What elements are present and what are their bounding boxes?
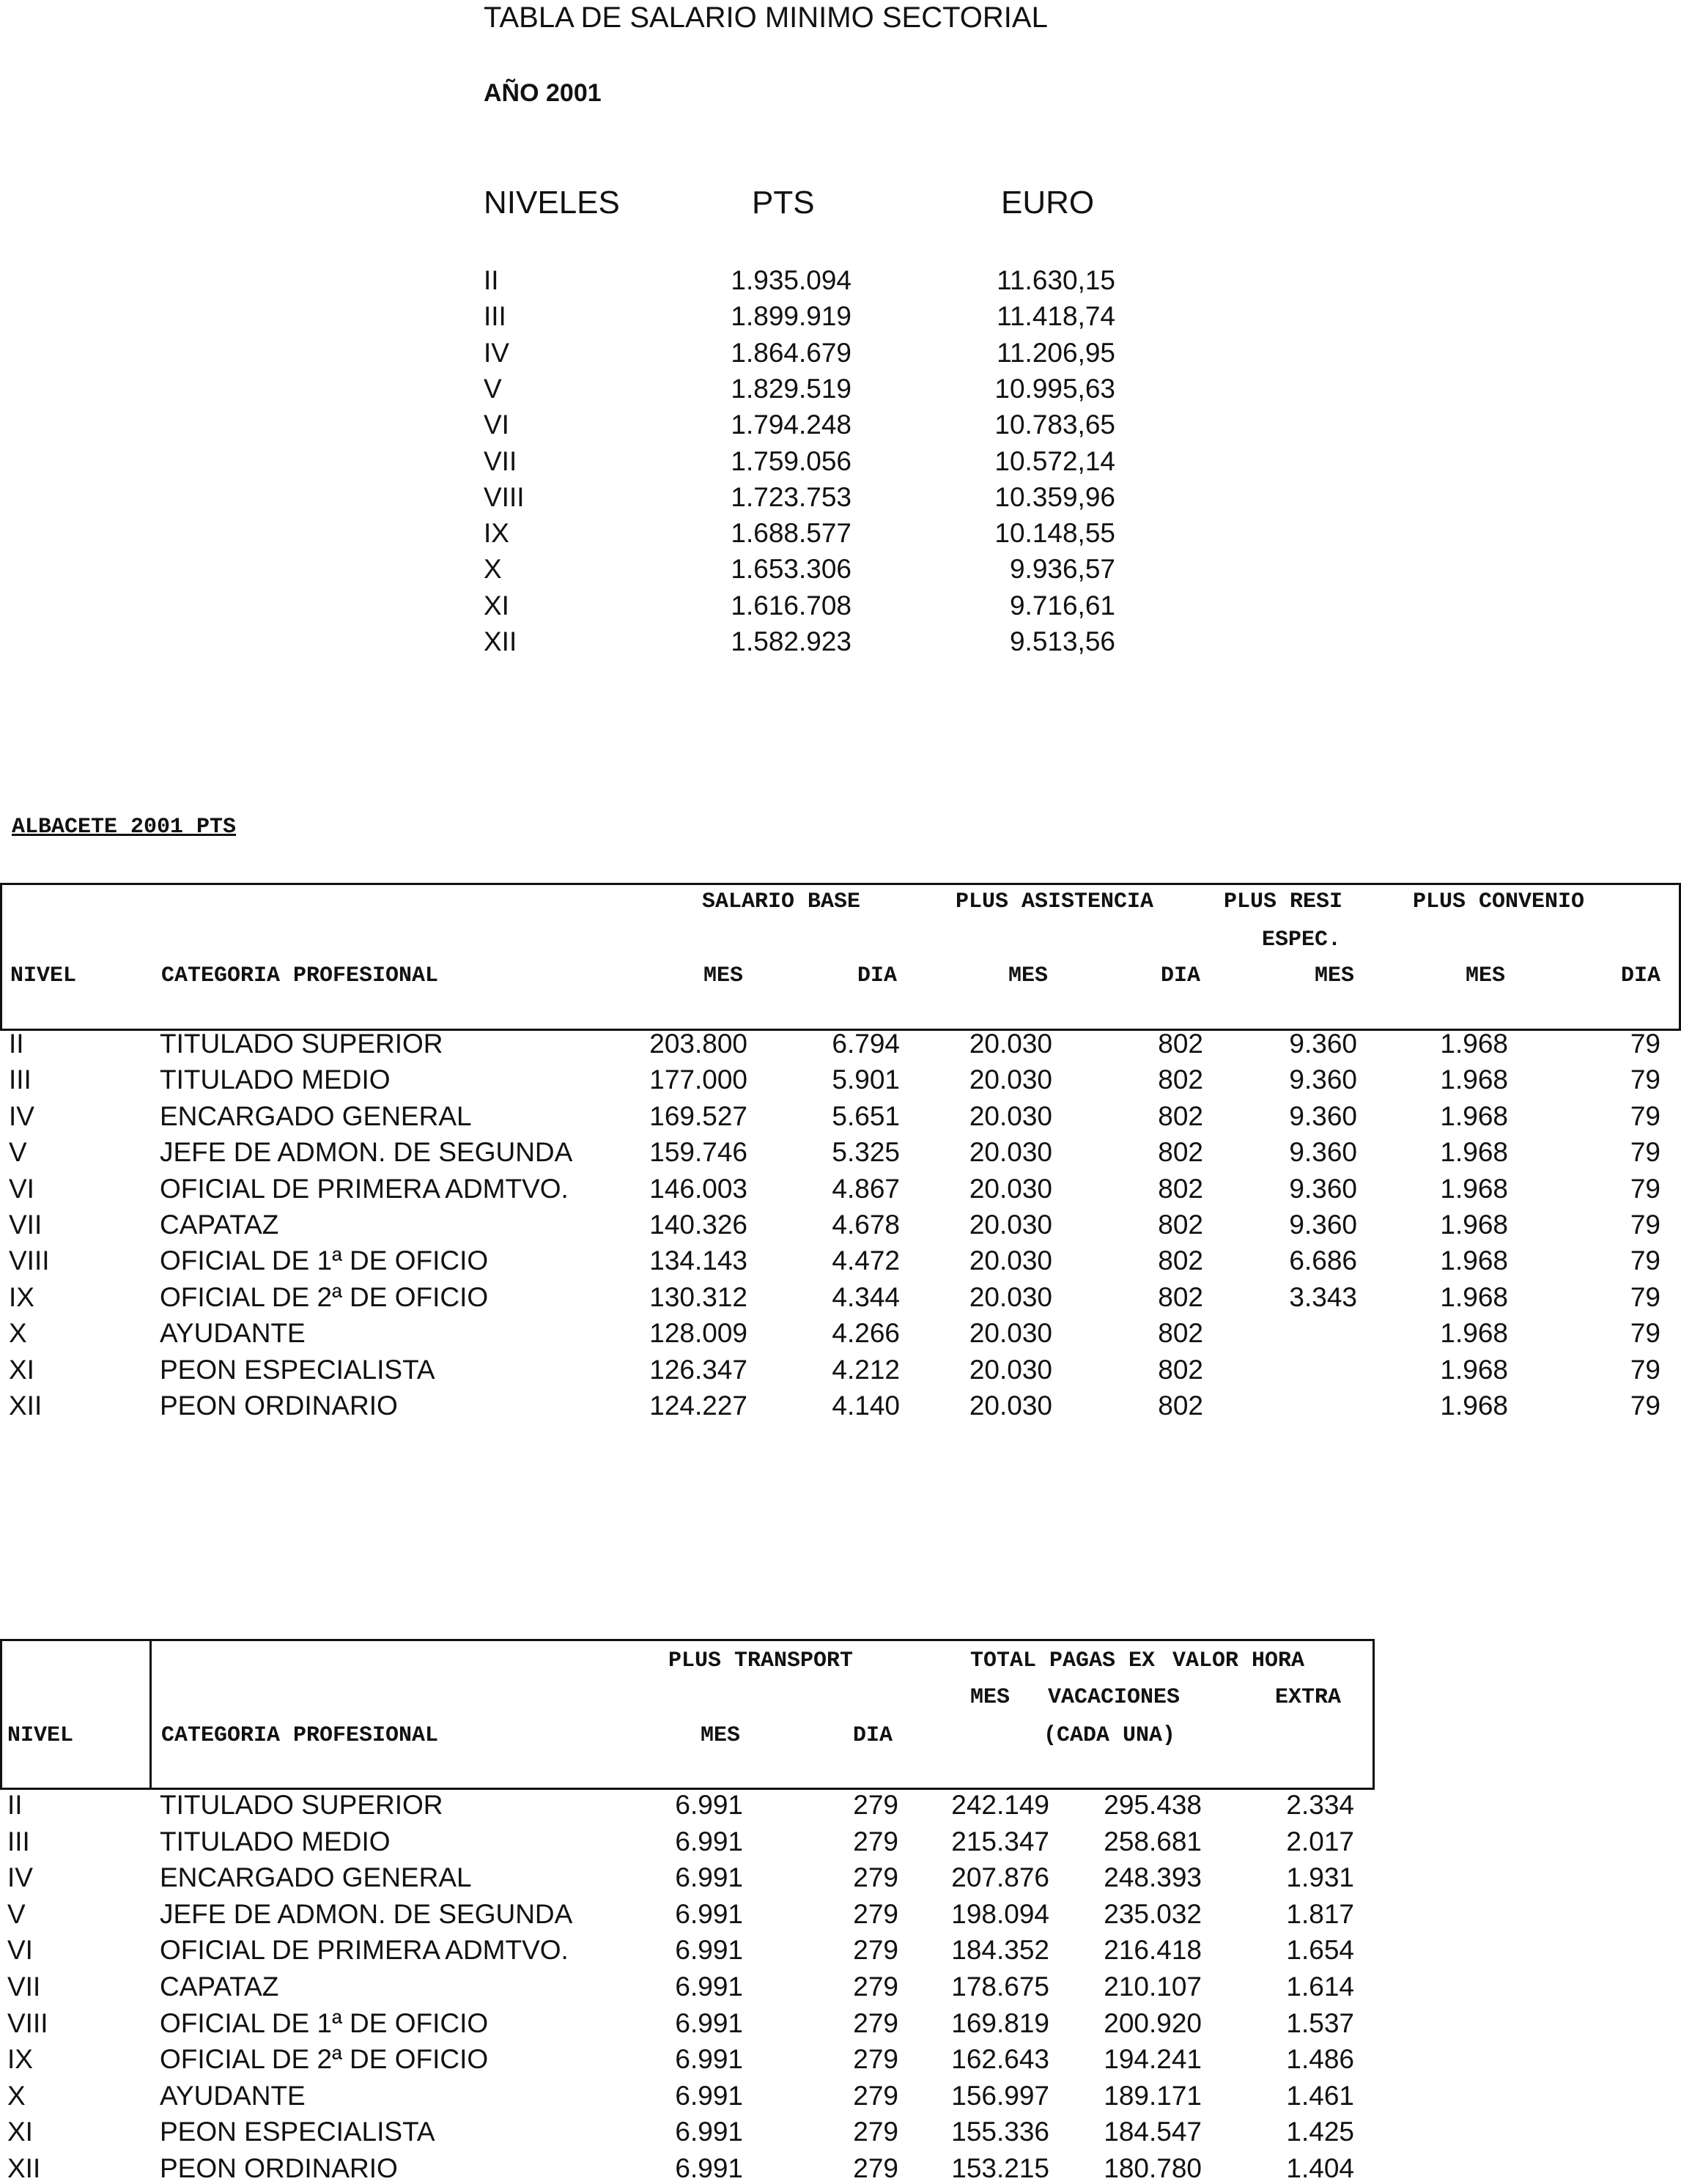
pts-cell: 1.723.753 [731,482,851,512]
table2-cell: 279 [853,2081,898,2111]
table1-cell: OFICIAL DE 2ª DE OFICIO [160,1282,489,1312]
table2-cell: 6.991 [675,2081,743,2111]
table2-cell: V [7,1899,26,1929]
table2-cell: 6.991 [675,1790,743,1820]
table2-cell: 2.017 [1286,1826,1354,1857]
table2-cell: 210.107 [1104,1972,1202,2002]
table1-cell: 140.326 [649,1210,747,1240]
euro-cell: 10.148,55 [994,518,1115,548]
table1-cell: JEFE DE ADMON. DE SEGUNDA [160,1137,573,1167]
table2-cell: 1.817 [1286,1899,1354,1929]
level-cell: XI [484,591,509,621]
table2-cell: 156.997 [951,2081,1049,2111]
table1-cell: 1.968 [1440,1355,1508,1385]
t1-group-plus-convenio: PLUS CONVENIO [1413,889,1585,914]
table2-cell: 279 [853,1899,898,1929]
table2-cell: AYUDANTE [160,2081,306,2111]
table1-cell: 802 [1158,1029,1203,1059]
t2-group-total: TOTAL [970,1648,1037,1673]
table2-cell: 216.418 [1104,1935,1202,1965]
table1-cell: 9.360 [1289,1210,1357,1240]
table1-cell: VII [9,1210,43,1240]
table1-cell: 79 [1630,1318,1660,1348]
table1-cell: 126.347 [649,1355,747,1385]
table1-cell: 1.968 [1440,1282,1508,1312]
euro-cell: 11.418,74 [997,301,1115,331]
table2-cell: 1.931 [1286,1862,1354,1892]
table2-cell: XII [7,2153,41,2183]
table1-cell: 124.227 [649,1391,747,1421]
level-cell: VI [484,410,509,440]
t1-group-salario-base: SALARIO BASE [702,889,861,914]
table1-cell: 1.968 [1440,1391,1508,1421]
table2-cell: 6.991 [675,2117,743,2147]
table1-cell: IV [9,1101,34,1131]
t2-group-pagas-ex: PAGAS EX [1049,1648,1156,1673]
table1-cell: 20.030 [969,1355,1052,1385]
table2-cell: 295.438 [1104,1790,1202,1820]
table1-cell: 130.312 [649,1282,747,1312]
table1-cell: 20.030 [969,1245,1052,1276]
table1-cell: PEON ESPECIALISTA [160,1355,435,1385]
table1-cell: 802 [1158,1245,1203,1276]
table2-cell: PEON ESPECIALISTA [160,2117,435,2147]
table2-cell: VIII [7,2008,48,2038]
table2-cell: 169.819 [951,2008,1049,2038]
table1-cell: 802 [1158,1355,1203,1385]
table1-cell: TITULADO MEDIO [160,1065,391,1095]
table1-cell: AYUDANTE [160,1318,306,1348]
table1-cell: VIII [9,1245,50,1276]
t2-col-cada-una: (CADA UNA) [1043,1723,1176,1748]
table1-cell: 79 [1630,1137,1660,1167]
table2-cell: OFICIAL DE PRIMERA ADMTVO. [160,1935,569,1965]
table1-cell: 79 [1630,1210,1660,1240]
level-cell: III [484,301,506,331]
pts-cell: 1.864.679 [731,338,851,368]
pts-cell: 1.794.248 [731,410,851,440]
table2-cell: 6.991 [675,1972,743,2002]
euro-cell: 9.513,56 [1009,626,1115,656]
table1-cell: TITULADO SUPERIOR [160,1029,443,1059]
t2-col-categoria: CATEGORIA PROFESIONAL [161,1723,439,1748]
table2-cell: IV [7,1862,33,1892]
table2-cell: 1.486 [1286,2044,1354,2074]
table1-cell: XI [9,1355,34,1385]
table1-cell: 4.867 [832,1174,900,1204]
table2-cell: 6.991 [675,2153,743,2183]
euro-cell: 10.572,14 [994,446,1115,476]
pts-cell: 1.582.923 [731,626,851,656]
t1-group-plus-resi: PLUS RESI [1224,889,1343,914]
level-cell: II [484,265,499,295]
table2-cell: TITULADO MEDIO [160,1826,391,1857]
t1-col-asist-mes: MES [1008,963,1049,988]
table1-cell: 1.968 [1440,1101,1508,1131]
table1-cell: 177.000 [649,1065,747,1095]
t1-group-espec: ESPEC. [1262,928,1342,952]
table1-cell: 4.472 [832,1245,900,1276]
table2-cell: 6.991 [675,1862,743,1892]
table2-cell: 200.920 [1104,2008,1202,2038]
table2-cell: 1.404 [1286,2153,1354,2183]
table1-cell: 79 [1630,1174,1660,1204]
t2-col-transp-mes: MES [701,1723,741,1748]
table2-cell: 279 [853,1790,898,1820]
table1-cell: IX [9,1282,34,1312]
euro-cell: 10.359,96 [994,482,1115,512]
table1-cell: 1.968 [1440,1210,1508,1240]
t1-col-conv-dia: DIA [1621,963,1661,988]
table2-cell: 189.171 [1104,2081,1202,2111]
table1-cell: III [9,1065,32,1095]
table1-cell: 1.968 [1440,1029,1508,1059]
table1-cell: 20.030 [969,1174,1052,1204]
table1-cell: ENCARGADO GENERAL [160,1101,472,1131]
table1-cell: 5.651 [832,1101,900,1131]
pts-cell: 1.688.577 [731,518,851,548]
level-cell: X [484,554,502,584]
table1-cell: 6.686 [1289,1245,1357,1276]
table1-cell: 1.968 [1440,1245,1508,1276]
euro-cell: 9.936,57 [1009,554,1115,584]
table1-cell: 134.143 [649,1245,747,1276]
t2-sub-extra: EXTRA [1275,1685,1342,1710]
table2-cell: III [7,1826,30,1857]
table2-cell: CAPATAZ [160,1972,279,2002]
level-cell: IV [484,338,509,368]
table2-cell: 6.991 [675,2008,743,2038]
t1-col-asist-dia: DIA [1161,963,1201,988]
table1-cell: 20.030 [969,1101,1052,1131]
table2-cell: 6.991 [675,1899,743,1929]
table2-cell: 194.241 [1104,2044,1202,2074]
table1-cell: 6.794 [832,1029,900,1059]
table1-cell: 79 [1630,1029,1660,1059]
table1-cell: V [9,1137,27,1167]
t1-col-salario-mes: MES [703,963,744,988]
table1-cell: 146.003 [649,1174,747,1204]
table2-cell: 279 [853,2153,898,2183]
pts-cell: 1.899.919 [731,301,851,331]
table2-cell: 178.675 [951,1972,1049,2002]
table1-cell: 1.968 [1440,1065,1508,1095]
t1-col-salario-dia: DIA [857,963,898,988]
table1-cell: 128.009 [649,1318,747,1348]
table2-cell: 6.991 [675,1826,743,1857]
table1-cell: 79 [1630,1282,1660,1312]
table1-cell: 1.968 [1440,1137,1508,1167]
table2-cell: VII [7,1972,41,2002]
table1-cell: 9.360 [1289,1101,1357,1131]
table2-cell: 162.643 [951,2044,1049,2074]
table1-cell: OFICIAL DE PRIMERA ADMTVO. [160,1174,569,1204]
table2-cell: 184.547 [1104,2117,1202,2147]
table2-cell: OFICIAL DE 1ª DE OFICIO [160,2008,489,2038]
table1-cell: 802 [1158,1137,1203,1167]
table1-cell: 1.968 [1440,1174,1508,1204]
table1-cell: 79 [1630,1355,1660,1385]
table2-cell: PEON ORDINARIO [160,2153,398,2183]
table1-cell: PEON ORDINARIO [160,1391,398,1421]
pts-cell: 1.653.306 [731,554,851,584]
table1-cell: 1.968 [1440,1318,1508,1348]
table1-cell: 4.212 [832,1355,900,1385]
table1-cell: 20.030 [969,1318,1052,1348]
table2-header-divider [149,1639,152,1790]
table1-cell: 802 [1158,1391,1203,1421]
table1-cell: 4.266 [832,1318,900,1348]
table2-cell: 6.991 [675,2044,743,2074]
table1-cell: 79 [1630,1391,1660,1421]
table2-cell: 153.215 [951,2153,1049,2183]
table2-cell: 279 [853,1826,898,1857]
table1-cell: 802 [1158,1174,1203,1204]
euro-cell: 9.716,61 [1009,591,1115,621]
table2-cell: 235.032 [1104,1899,1202,1929]
table2-cell: 279 [853,2117,898,2147]
table2-cell: JEFE DE ADMON. DE SEGUNDA [160,1899,573,1929]
table1-cell: 802 [1158,1210,1203,1240]
table2-cell: XI [7,2117,33,2147]
table2-cell: 184.352 [951,1935,1049,1965]
level-cell: V [484,374,502,404]
euro-cell: 11.206,95 [997,338,1115,368]
table1-cell: 802 [1158,1282,1203,1312]
table2-cell: 1.425 [1286,2117,1354,2147]
table1-cell: OFICIAL DE 1ª DE OFICIO [160,1245,489,1276]
table2-cell: TITULADO SUPERIOR [160,1790,443,1820]
table2-cell: 2.334 [1286,1790,1354,1820]
table1-cell: 79 [1630,1065,1660,1095]
levels-header-niveles: NIVELES [484,185,620,221]
page-title: TABLA DE SALARIO MINIMO SECTORIAL [484,1,1048,34]
table2-cell: VI [7,1935,33,1965]
level-cell: VIII [484,482,525,512]
table2-cell: 1.461 [1286,2081,1354,2111]
table1-cell: 802 [1158,1318,1203,1348]
levels-header-pts: PTS [752,185,815,221]
table1-cell: II [9,1029,24,1059]
table1-cell: X [9,1318,27,1348]
table1-cell: 5.325 [832,1137,900,1167]
table2-cell: ENCARGADO GENERAL [160,1862,472,1892]
level-cell: XII [484,626,517,656]
t1-col-categoria: CATEGORIA PROFESIONAL [161,963,439,988]
t2-group-plus-transport: PLUS TRANSPORT [668,1648,854,1673]
table1-cell: 159.746 [649,1137,747,1167]
table2-cell: 215.347 [951,1826,1049,1857]
table2-cell: IX [7,2044,33,2074]
table2-cell: OFICIAL DE 2ª DE OFICIO [160,2044,489,2074]
table1-cell: 9.360 [1289,1065,1357,1095]
table2-cell: 155.336 [951,2117,1049,2147]
table1-cell: 802 [1158,1101,1203,1131]
level-cell: IX [484,518,509,548]
table1-cell: 203.800 [649,1029,747,1059]
table1-cell: 802 [1158,1065,1203,1095]
table2-cell: X [7,2081,26,2111]
table1-cell: 5.901 [832,1065,900,1095]
t1-col-resi-mes: MES [1315,963,1355,988]
table2-cell: 258.681 [1104,1826,1202,1857]
table2-cell: 198.094 [951,1899,1049,1929]
table1-cell: 20.030 [969,1391,1052,1421]
table2-cell: 1.614 [1286,1972,1354,2002]
levels-header-euro: EURO [1001,185,1095,221]
table1-cell: 79 [1630,1101,1660,1131]
table2-cell: 6.991 [675,1935,743,1965]
euro-cell: 10.995,63 [994,374,1115,404]
t1-col-nivel: NIVEL [10,963,77,988]
table2-cell: II [7,1790,23,1820]
table2-cell: 180.780 [1104,2153,1202,2183]
table2-cell: 279 [853,2008,898,2038]
pts-cell: 1.759.056 [731,446,851,476]
t2-sub-mes: MES [970,1685,1011,1710]
t2-col-nivel: NIVEL [7,1723,74,1748]
table2-cell: 1.654 [1286,1935,1354,1965]
table1-cell: CAPATAZ [160,1210,279,1240]
table2-cell: 207.876 [951,1862,1049,1892]
table1-cell: 9.360 [1289,1174,1357,1204]
euro-cell: 11.630,15 [997,265,1115,295]
table1-cell: 4.140 [832,1391,900,1421]
table1-cell: 20.030 [969,1029,1052,1059]
pts-cell: 1.829.519 [731,374,851,404]
table1-cell: VI [9,1174,34,1204]
t1-group-plus-asistencia: PLUS ASISTENCIA [956,889,1154,914]
euro-cell: 10.783,65 [994,410,1115,440]
table2-cell: 279 [853,1935,898,1965]
t1-col-conv-mes: MES [1466,963,1506,988]
pts-cell: 1.616.708 [731,591,851,621]
table1-cell: XII [9,1391,43,1421]
year-label: AÑO 2001 [484,79,602,107]
pts-cell: 1.935.094 [731,265,851,295]
section-label: ALBACETE 2001 PTS [12,815,237,840]
table2-cell: 248.393 [1104,1862,1202,1892]
table1-cell: 4.678 [832,1210,900,1240]
table2-cell: 242.149 [951,1790,1049,1820]
t2-group-valor-hora: VALOR HORA [1172,1648,1305,1673]
table1-cell: 4.344 [832,1282,900,1312]
table2-cell: 1.537 [1286,2008,1354,2038]
t2-sub-vacaciones: VACACIONES [1048,1685,1181,1710]
table1-cell: 20.030 [969,1137,1052,1167]
level-cell: VII [484,446,517,476]
t2-col-transp-dia: DIA [853,1723,893,1748]
table1-cell: 9.360 [1289,1137,1357,1167]
table2-cell: 279 [853,1972,898,2002]
table1-cell: 20.030 [969,1282,1052,1312]
table1-cell: 79 [1630,1245,1660,1276]
table2-cell: 279 [853,1862,898,1892]
table2-cell: 279 [853,2044,898,2074]
table1-cell: 20.030 [969,1210,1052,1240]
table1-cell: 9.360 [1289,1029,1357,1059]
table1-cell: 3.343 [1289,1282,1357,1312]
table1-cell: 20.030 [969,1065,1052,1095]
table1-cell: 169.527 [649,1101,747,1131]
